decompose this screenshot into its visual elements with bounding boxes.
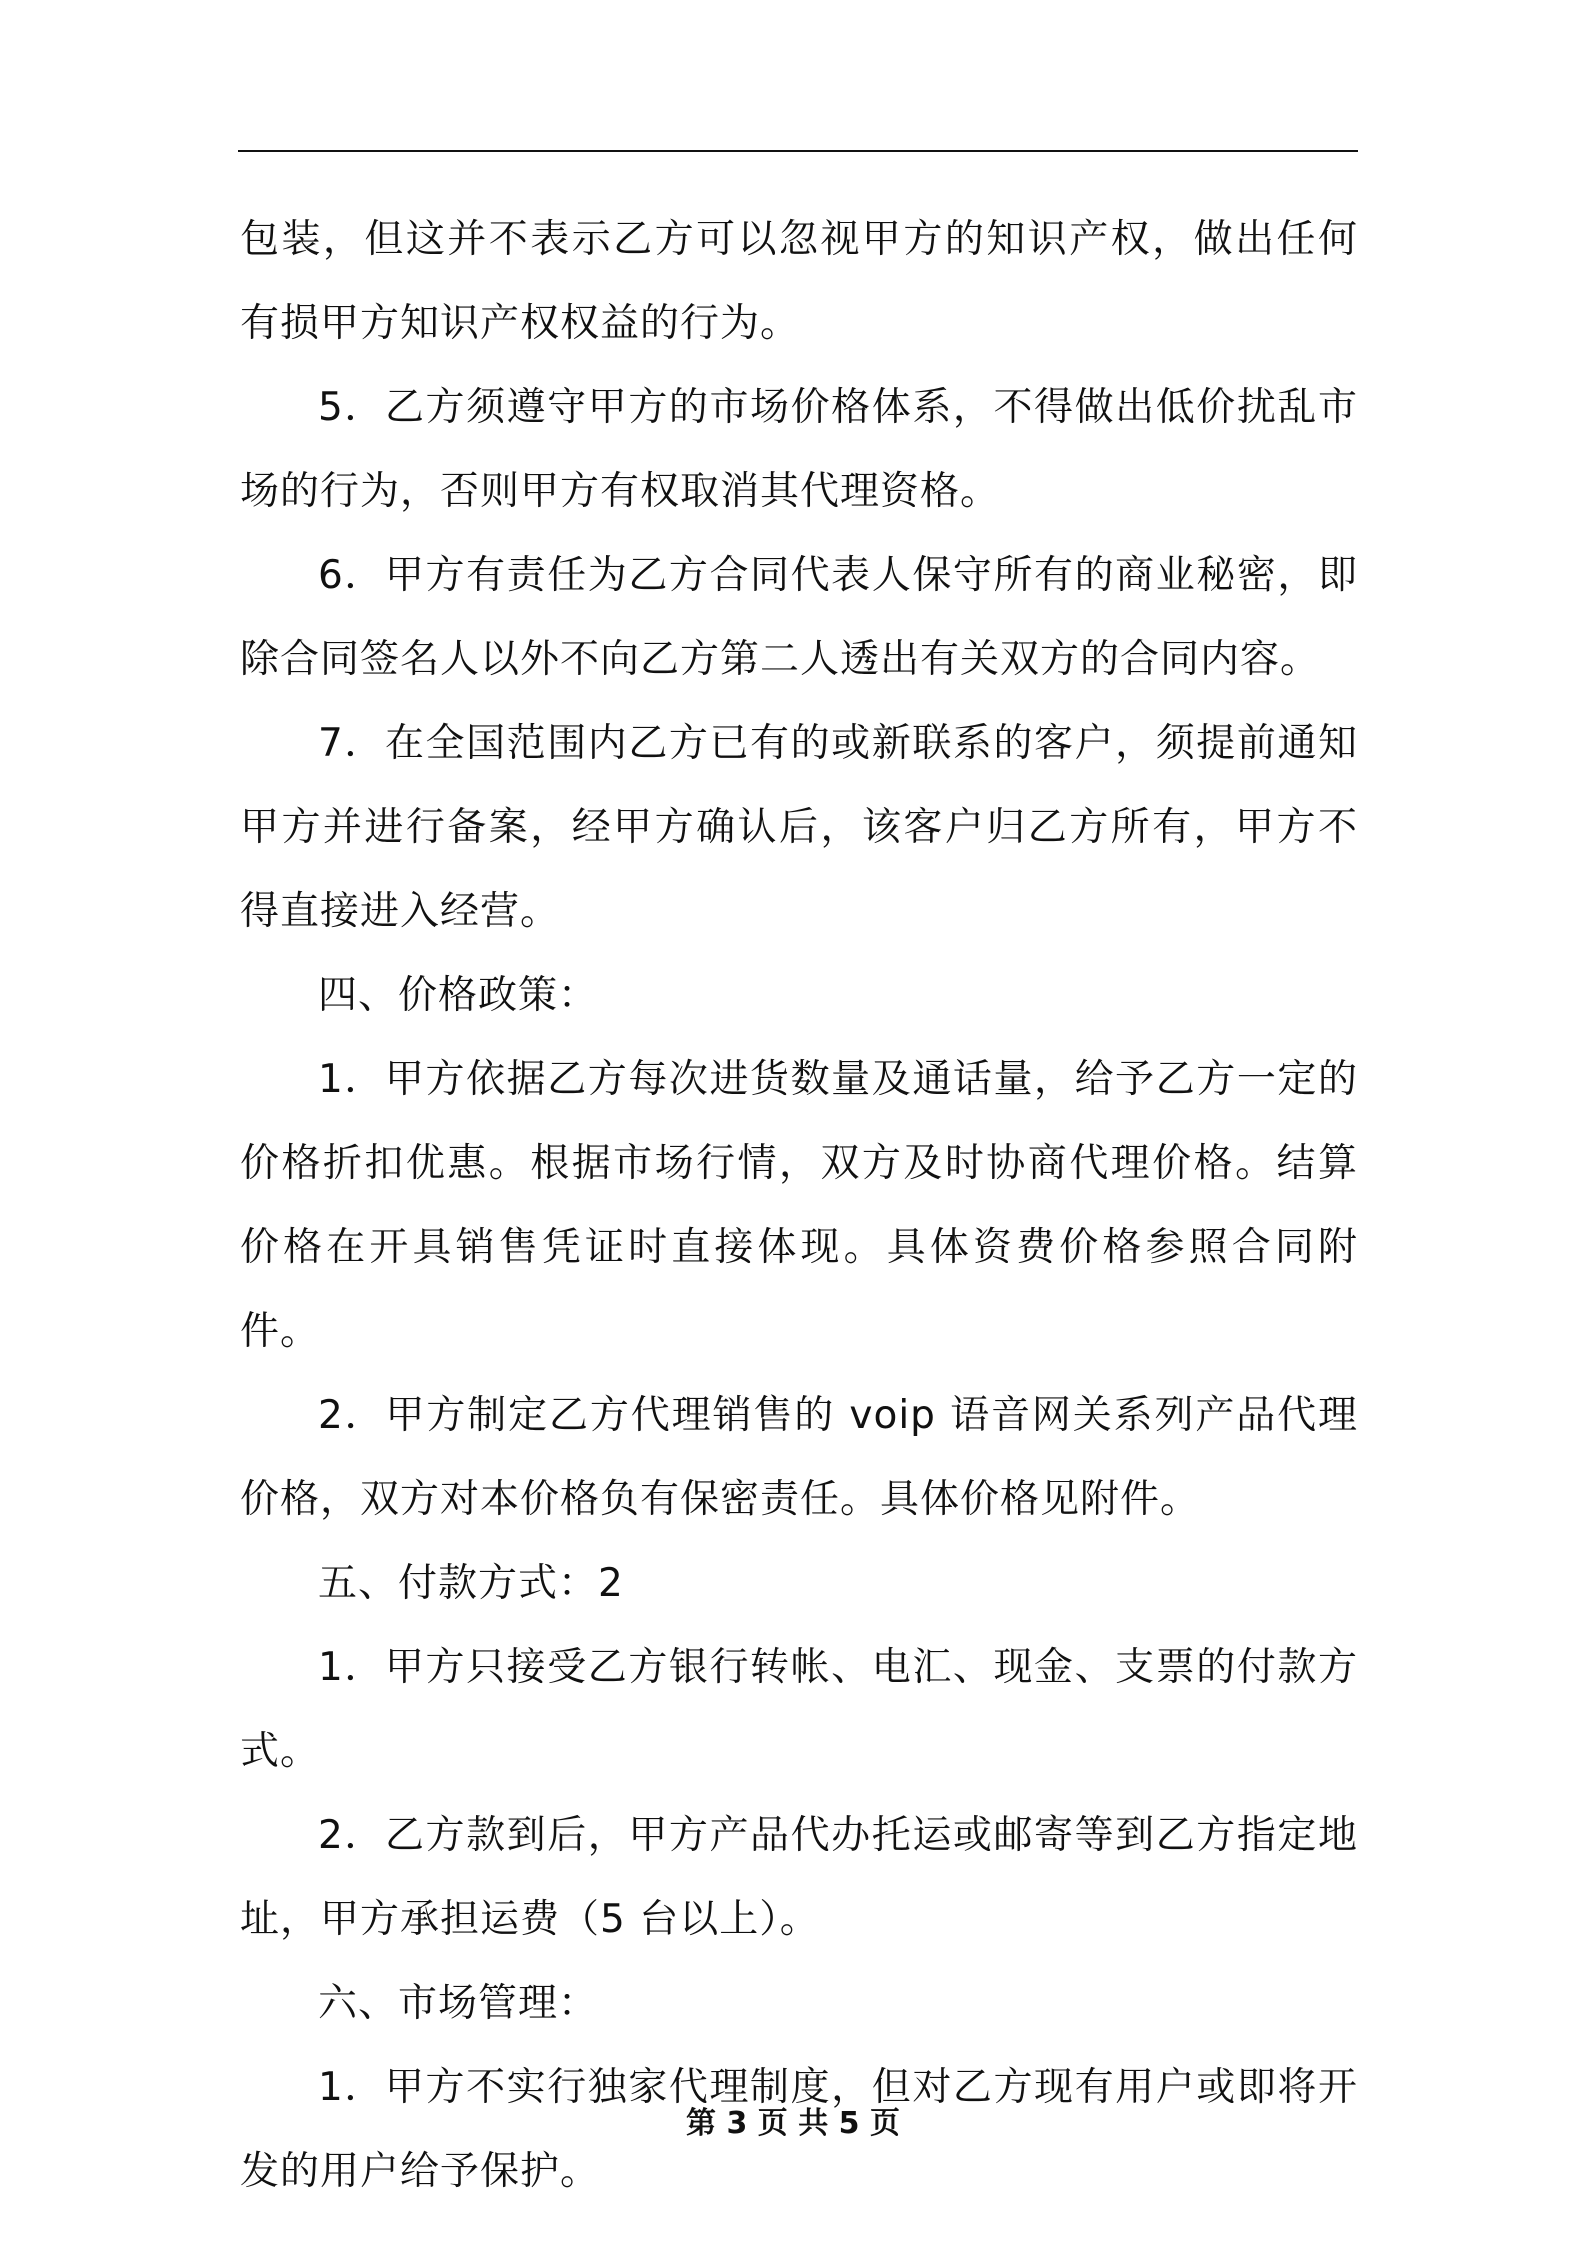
paragraph-clause-5: 5．乙方须遵守甲方的市场价格体系，不得做出低价扰乱市场的行为，否则甲方有权取消其代理资格。: [240, 385, 1358, 514]
document-body: [240, 198, 1358, 2214]
page-number-footer: 第 3 页 共 5 页: [686, 2106, 900, 2141]
paragraph-pricing-1: 1．甲方依据乙方每次进货数量及通话量，给予乙方一定的价格折扣优惠。根据市场行情，双方及时协商代理价格。结算价格在开具销售凭证时直接体现。具体资费价格参照合同附件。: [240, 1057, 1358, 1354]
paragraph-market-1: 1．甲方不实行独家代理制度，但对乙方现有用户或即将开发的用户给予保护。: [240, 2065, 1358, 2194]
section-heading-pricing-policy: 四、价格政策：: [318, 973, 599, 1018]
paragraph-clause-6: 6．甲方有责任为乙方合同代表人保守所有的商业秘密，即除合同签名人以外不向乙方第二人透出有关双方的合同内容。: [240, 553, 1358, 682]
paragraph-clause-7: 7．在全国范围内乙方已有的或新联系的客户，须提前通知甲方并进行备案，经甲方确认后，该客户归乙方所有，甲方不得直接进入经营。: [240, 721, 1358, 934]
paragraph-continuation: 包装，但这并不表示乙方可以忽视甲方的知识产权，做出任何有损甲方知识产权权益的行为。: [240, 217, 1358, 346]
paragraph-payment-1: 1．甲方只接受乙方银行转帐、电汇、现金、支票的付款方式。: [240, 1645, 1358, 1774]
section-heading-market-management: 六、市场管理：: [318, 1981, 599, 2026]
paragraph-pricing-2: 2．甲方制定乙方代理销售的 voip 语音网关系列产品代理价格，双方对本价格负有保密责任。具体价格见附件。: [240, 1393, 1358, 1522]
paragraph-payment-2: 2．乙方款到后，甲方产品代办托运或邮寄等到乙方指定地址，甲方承担运费（5 台以上）。: [240, 1813, 1358, 1942]
header-rule: [238, 150, 1358, 152]
section-heading-payment: 五、付款方式：2: [318, 1561, 624, 1606]
